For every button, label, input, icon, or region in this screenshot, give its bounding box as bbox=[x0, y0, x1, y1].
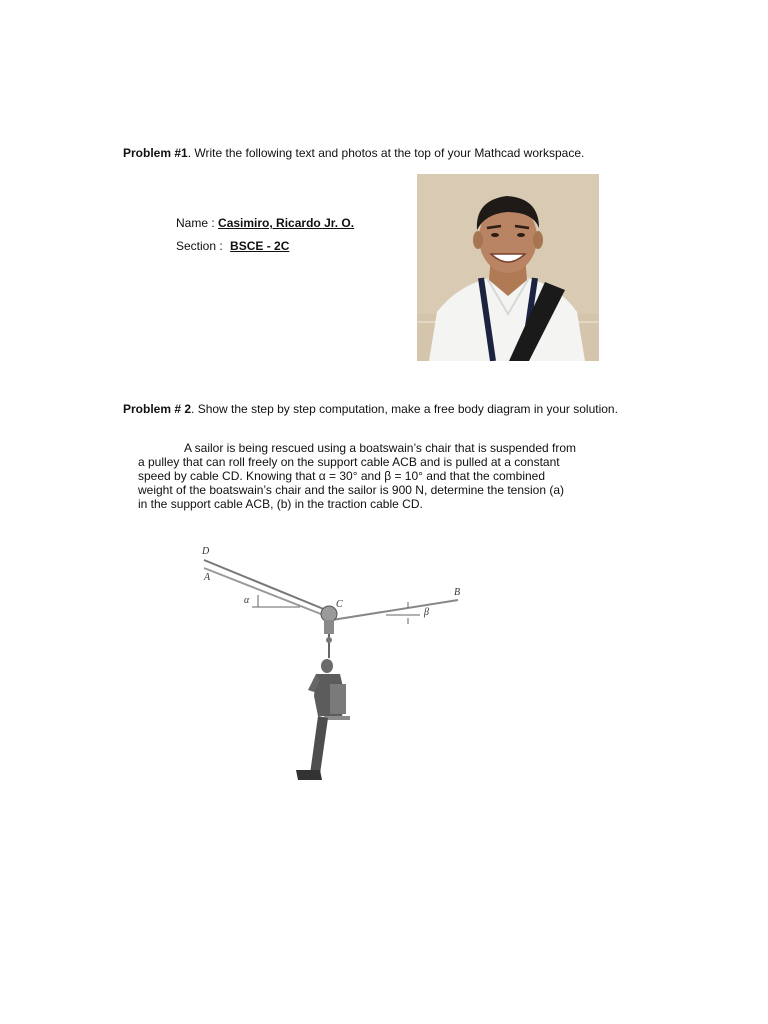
label-a: A bbox=[204, 572, 211, 583]
problem1-heading bbox=[123, 146, 584, 160]
paragraph-line: in the support cable ACB, (b) in the traction cable CD. bbox=[138, 497, 423, 511]
figure-drawing bbox=[196, 540, 472, 790]
cable-ac bbox=[204, 568, 326, 616]
label-beta: β bbox=[424, 607, 429, 618]
rope-ring bbox=[326, 637, 332, 643]
student-photo bbox=[417, 174, 599, 361]
pulley-hanger bbox=[324, 620, 334, 634]
section-row bbox=[176, 239, 289, 253]
problem2-paragraph bbox=[138, 441, 588, 511]
label-b: B bbox=[454, 587, 461, 598]
problem2-text: . Show the step by step computation, make a free body diagram in your solution. bbox=[191, 402, 618, 416]
cable-pulley-figure bbox=[196, 540, 472, 790]
cable-cd bbox=[204, 560, 326, 610]
problem2-heading bbox=[123, 402, 618, 416]
problem2-label: Problem # 2 bbox=[123, 402, 192, 416]
name-value: Casimiro, Ricardo Jr. O. bbox=[218, 216, 355, 230]
section-label: Section : bbox=[176, 239, 223, 253]
problem1-label: Problem #1 bbox=[123, 146, 188, 160]
section-value: BSCE - 2C bbox=[230, 239, 290, 253]
cable-cb bbox=[332, 600, 458, 620]
paragraph-line: weight of the boatswain’s chair and the sailor is 900 N, determine the tension (a) bbox=[138, 483, 565, 497]
problem1-text: . Write the following text and photos at the top of your Mathcad workspace. bbox=[187, 146, 585, 160]
label-alpha: α bbox=[244, 595, 250, 606]
pulley bbox=[321, 606, 337, 622]
paragraph-line: A sailor is being rescued using a boatswain’s chair that is suspended from bbox=[184, 441, 576, 455]
name-row bbox=[176, 216, 354, 230]
label-c: C bbox=[336, 599, 343, 610]
label-d: D bbox=[202, 546, 210, 557]
portrait-illustration bbox=[417, 174, 599, 361]
paragraph-line: a pulley that can roll freely on the support cable ACB and is pulled at a constant bbox=[138, 455, 560, 469]
sailor-on-chair bbox=[296, 659, 350, 780]
paragraph-line: speed by cable CD. Knowing that α = 30° and β = 10° and that the combined bbox=[138, 469, 546, 483]
name-label: Name : bbox=[176, 216, 215, 230]
